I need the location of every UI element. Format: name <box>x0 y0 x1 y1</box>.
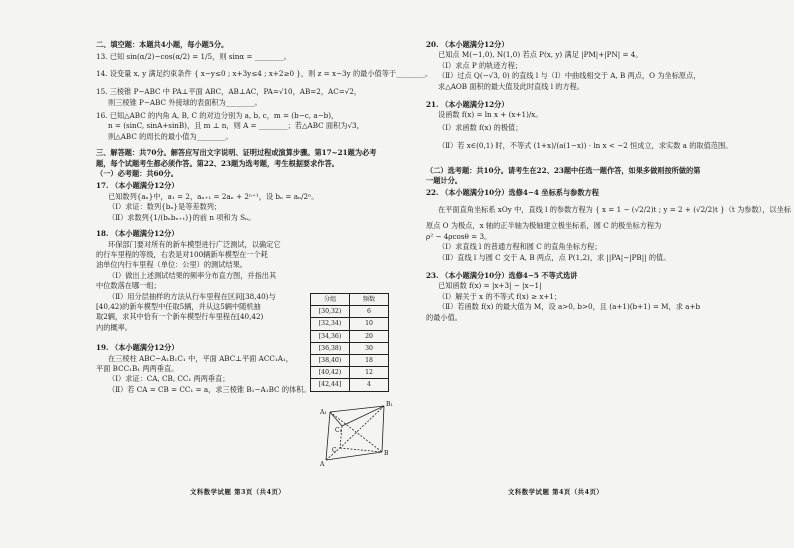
question-17-part-1: （Ⅰ）求证：数列{bₙ}是等差数列； <box>108 202 222 212</box>
question-23-heading: 23. （本小题满分10分）选修4−5 不等式选讲 <box>426 270 578 280</box>
table-row <box>311 318 389 330</box>
question-19-part-2: （Ⅱ）若 CA = CB = CC₁ = a，求三棱锥 B₁−A₁BC 的体积。 <box>108 384 311 394</box>
page-4-footer: 文科数学试题 第4页（共4页） <box>508 488 604 496</box>
table-cell: [30,32) <box>311 306 350 318</box>
question-22-stem: 在平面直角坐标系 xOy 中，直线 l 的参数方程为 { x = 1 − (√2/2)t ; y = 2 + (√2/2)t }（t 为参数），以坐标 <box>438 204 791 214</box>
question-21-heading: 21. （本小题满分12分） <box>426 100 509 110</box>
question-18-part-1-cont: 中位数落在哪一组； <box>96 281 161 291</box>
table-cell: 10 <box>350 318 389 330</box>
table-row <box>311 306 389 318</box>
question-20-part-2-cont: 求△AOB 面积的最大值及此时直线 l 的方程。 <box>438 81 585 91</box>
question-18-part-2-cont-2: 取2辆，求其中恰有一个新车模型行车里程在[40,42) <box>96 312 264 322</box>
table-cell: 18 <box>350 354 389 366</box>
question-22-equation: ρ² − 4ρcosθ = 3。 <box>426 231 492 241</box>
table-header-row <box>311 294 389 306</box>
question-18-part-1: （Ⅰ）做出上述测试结果的频率分布直方图，并指出其 <box>108 270 277 280</box>
prism-figure <box>318 398 396 470</box>
table-row <box>311 342 389 354</box>
table-cell: [42,44] <box>311 379 350 391</box>
prism-edge <box>330 406 384 412</box>
question-23-stem: 已知函数 f(x) = |x+3| − |x−1| <box>438 281 542 291</box>
question-23-part-1: （Ⅰ）解关于 x 的不等式 f(x) ≥ x+1； <box>438 291 562 301</box>
question-18-part-2: （Ⅱ）用分层抽样的方法从行车里程在区间[38,40)与 <box>108 291 276 301</box>
prism-edge <box>382 406 384 452</box>
question-13: 13. 已知 sin(α/2)−cos(α/2) = 1/5，则 sinα = ________。 <box>96 52 291 62</box>
question-20-stem: 已知点 M(−1,0), N(1,0) 若点 P(x, y) 满足 |PM|+|PN| = 4。 <box>438 50 643 60</box>
section-2-heading: 二、填空题：本题共4小题，每小题5分。 <box>96 40 229 49</box>
section-3-heading-cont: 题，每个试题考生都必须作答。第22、23题为选考题，考生根据要求作答。 <box>96 158 339 168</box>
table-cell: 30 <box>350 342 389 354</box>
question-19-stem: 在三棱柱 ABC−A₁B₁C₁ 中，平面 ABC⊥平面 ACC₁A₁， <box>108 353 293 363</box>
table-header-cell: 分组 <box>311 294 350 306</box>
question-17-part-2: （Ⅱ）求数列{1/(bₙbₙ₊₁)}的前 n 项和为 Sₙ。 <box>108 212 256 222</box>
question-14: 14. 设变量 x, y 满足约束条件 { x−y≤0 ; x+3y≤4 ; x+2≥0 }，则 z = x−3y 的最小值等于________。 <box>96 68 433 78</box>
question-19-heading: 19. （本小题满分12分） <box>96 343 179 353</box>
vertex-label: C₁ <box>335 427 342 434</box>
question-18-heading: 18. （本小题满分12分） <box>96 229 179 239</box>
vertex-label: A₁ <box>320 409 327 416</box>
question-23-part-2: （Ⅱ）若函数 f(x) 的最大值为 M，设 a>0, b>0，且 (a+1)(b+1) = M，求 a+b <box>438 302 701 312</box>
question-15-line-2: 则三棱锥 P−ABC 外接球的表面积为________。 <box>108 97 262 107</box>
vertex-label: A <box>320 461 325 468</box>
question-21-part-2: （Ⅱ）若 x∈(0,1) 时，不等式 (1+x)/(a(1−x)) · ln x < −2 恒成立，求实数 a 的取值范围。 <box>438 141 733 151</box>
question-22-part-1: （Ⅰ）求直线 l 的普通方程和圆 C 的直角坐标方程； <box>438 242 602 252</box>
question-17-heading: 17. （本小题满分12分） <box>96 181 179 191</box>
table-cell: [34,36) <box>311 330 350 342</box>
page-3-footer: 文科数学试题 第3页（共4页） <box>190 488 286 496</box>
table-cell: 20 <box>350 330 389 342</box>
question-18-line-1: 环保部门要对所有的新车模型进行广泛测试，以确定它 <box>108 239 281 249</box>
question-16-line-3: 则△ABC 的周长的最小值为________。 <box>108 131 233 141</box>
vertex-label: B <box>384 450 389 457</box>
table-row <box>311 367 389 379</box>
prism-edge <box>340 448 382 452</box>
question-21-stem: 设函数 f(x) = ln x + (x+1)/x。 <box>438 110 543 120</box>
question-18-part-2-cont-1: [40,42)的新车模型中任取5辆，并从这5辆中随机抽 <box>96 301 261 311</box>
question-20-part-1: （Ⅰ）求点 P 的轨迹方程； <box>438 60 523 70</box>
question-22-part-2: （Ⅱ）直线 l 与圆 C 交于 A, B 两点，点 P(1,2)，求 ||PA|−|PB|| 的值。 <box>438 252 671 262</box>
table-cell: [38,40) <box>311 354 350 366</box>
table-cell: [36,38) <box>311 342 350 354</box>
question-22-heading: 22. （本小题满分10分）选修4−4 坐标系与参数方程 <box>426 188 599 198</box>
question-19-part-1: （Ⅰ）求证：CA, CB, CC₁ 两两垂直； <box>108 374 230 384</box>
table-cell: 6 <box>350 306 389 318</box>
elective-heading-cont: 一题计分。 <box>426 176 462 186</box>
section-3-heading: 三、解答题：共70分。解答应写出文字说明、证明过程或演算步骤。第17~21题为必考 <box>96 148 377 158</box>
table-row <box>311 330 389 342</box>
question-22-stem-cont: 原点 O 为极点，x 轴的正半轴为极轴建立极坐标系，圆 C 的极坐标方程为 <box>426 221 662 231</box>
question-18-line-2: 的行车里程的等级，右表是对100辆新车模型在一个耗 <box>96 249 268 259</box>
required-questions-heading: （一）必考题：共60分。 <box>96 169 178 179</box>
question-15-line-1: 15. 三棱锥 P−ABC 中 PA⊥平面 ABC，AB⊥AC，PA=√10，AB=2，AC=√2， <box>96 87 362 97</box>
table-cell: 12 <box>350 367 389 379</box>
prism-edge <box>342 406 384 426</box>
question-17-stem: 已知数列{aₙ}中，a₁ = 2，aₙ₊₁ = 2aₙ + 2ⁿ⁺¹，设 bₙ = aₙ/2ⁿ。 <box>108 191 319 201</box>
question-16-line-2: n = (sinC, sinA+sinB)，且 m ⊥ n，则 A = ________；若△ABC 面积为√3， <box>108 121 364 131</box>
table-row <box>311 379 389 391</box>
question-18-line-3: 油单位内行车里程（单位：公里）的测试结果。 <box>96 260 247 270</box>
right-column <box>426 40 791 323</box>
question-16-line-1: 16. 已知△ABC 的内角 A, B, C 的对边分别为 a, b, c，m = (b−c, a−b)， <box>96 111 339 121</box>
question-20-heading: 20. （本小题满分12分） <box>426 40 509 49</box>
frequency-table <box>310 293 389 392</box>
question-21-part-1: （Ⅰ）求函数 f(x) 的极值； <box>438 122 523 132</box>
question-20-part-2: （Ⅱ）过点 Q(−√3, 0) 的直线 l 与（Ⅰ）中曲线相交于 A, B 两点，O 为坐标原点， <box>438 71 701 81</box>
question-19-stem-cont: 平面 BCC₁B₁ 两两垂直。 <box>96 363 179 373</box>
table-header-cell: 频数 <box>350 294 389 306</box>
question-18-part-2-cont-3: 内的概率。 <box>96 322 132 332</box>
vertex-label: B₁ <box>386 401 393 408</box>
table-cell: [40,42) <box>311 367 350 379</box>
vertex-label: C <box>332 447 337 454</box>
table-cell: [32,34) <box>311 318 350 330</box>
prism-edge <box>326 412 330 460</box>
question-23-part-2-cont: 的最小值。 <box>426 312 462 322</box>
prism-edge <box>340 406 384 448</box>
elective-heading: （二）选考题：共10分。请考生在22、23题中任选一题作答，如果多做则按所做的第 <box>426 165 701 175</box>
prism-edge <box>330 412 342 426</box>
table-cell: 4 <box>350 379 389 391</box>
table-row <box>311 354 389 366</box>
